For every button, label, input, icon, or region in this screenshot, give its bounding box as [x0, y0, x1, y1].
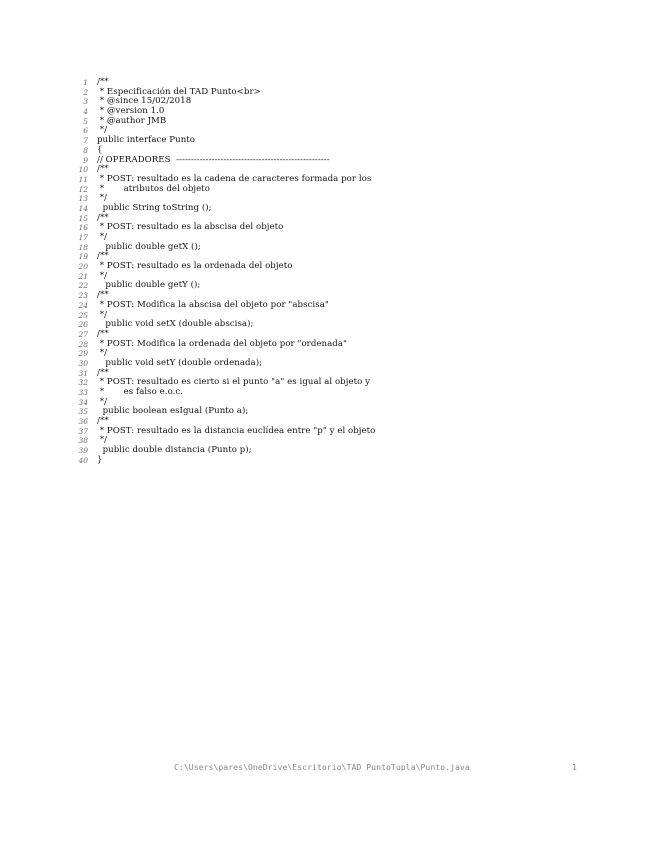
code-line [72, 156, 592, 166]
code-line [72, 117, 592, 127]
line-number: 29 [78, 349, 88, 359]
code-text: */ [97, 348, 108, 359]
line-number: 34 [78, 397, 88, 407]
code-text: public boolean esIgual (Punto a); [97, 406, 249, 417]
code-text: public double distancia (Punto p); [97, 445, 252, 456]
code-text: /** [97, 251, 109, 262]
line-number: 10 [78, 165, 88, 175]
line-number: 5 [83, 116, 88, 126]
line-number: 8 [83, 145, 88, 155]
line-number: 15 [78, 213, 88, 223]
line-number: 40 [78, 455, 88, 465]
code-line [72, 204, 592, 214]
line-number: 36 [78, 417, 88, 427]
code-line [72, 185, 592, 195]
line-number: 30 [78, 358, 88, 368]
code-text: public String toString (); [97, 202, 212, 213]
code-text: */ [97, 396, 108, 407]
line-number: 33 [78, 388, 88, 397]
code-line [72, 456, 592, 466]
code-text: * POST: Modifica la abscisa del objeto por "abscisa" [97, 299, 329, 310]
code-text: * atributos del objeto [97, 183, 210, 194]
line-number: 32 [78, 378, 88, 388]
line-number: 26 [78, 320, 88, 330]
code-text: public void setX (double abscisa); [97, 319, 254, 330]
code-text: /** [97, 328, 109, 339]
line-number: 6 [83, 126, 88, 136]
line-number: 22 [78, 281, 88, 291]
code-text: public double getX (); [97, 241, 201, 252]
code-text: } [97, 454, 103, 465]
code-line [72, 262, 592, 272]
line-number: 3 [83, 97, 88, 107]
code-text: * @version 1.0 [97, 106, 165, 117]
line-number: 14 [78, 203, 88, 213]
line-number: 13 [78, 194, 88, 204]
code-text: public void setY (double ordenada); [97, 357, 263, 368]
line-number: 23 [78, 291, 88, 301]
source-code-listing [72, 78, 592, 466]
footer-page-number: 1 [572, 762, 577, 772]
code-text: * POST: resultado es la abscisa del objeto [97, 222, 284, 233]
code-text: /** [97, 367, 109, 378]
code-text: * POST: resultado es la cadena de caracteres formada por los [97, 173, 372, 184]
line-number: 25 [78, 310, 88, 320]
code-text: /** [97, 77, 109, 87]
line-number: 35 [78, 407, 88, 417]
footer-file-path: C:\Users\pares\OneDrive\Escritorio\TAD PuntoTupla\Punto.java [174, 762, 470, 772]
line-number: 38 [78, 436, 88, 446]
code-line [72, 136, 592, 146]
code-text: * POST: resultado es la ordenada del objeto [97, 261, 293, 272]
code-text: /** [97, 290, 109, 301]
code-line [72, 446, 592, 456]
code-text: public interface Punto [97, 135, 196, 146]
code-text: */ [97, 232, 108, 242]
code-line [72, 223, 592, 233]
code-line [72, 388, 592, 398]
line-number: 17 [78, 233, 88, 242]
code-line [72, 301, 592, 311]
code-text: // OPERADORES ---------------------------------------------------- [97, 154, 330, 165]
code-text: */ [97, 125, 108, 136]
code-text: * es falso e.o.c. [97, 387, 184, 397]
line-number: 39 [78, 446, 88, 456]
code-line [72, 281, 592, 291]
code-text: { [97, 144, 103, 155]
line-number: 4 [83, 107, 88, 117]
line-number: 2 [83, 87, 88, 97]
code-line [72, 427, 592, 437]
line-number: 21 [78, 271, 88, 281]
code-text: * @since 15/02/2018 [97, 96, 192, 107]
line-number: 12 [78, 184, 88, 194]
code-line [72, 359, 592, 369]
code-line [72, 320, 592, 330]
code-text: */ [97, 270, 108, 281]
code-line [72, 340, 592, 350]
line-number: 28 [78, 339, 88, 349]
code-text: * POST: Modifica la ordenada del objeto por "ordenada" [97, 338, 348, 349]
line-number: 20 [78, 262, 88, 272]
code-text: /** [97, 416, 109, 427]
code-text: * POST: resultado es la distancia euclídea entre "p" y el objeto [97, 425, 376, 436]
code-text: * Especificación del TAD Punto<br> [97, 86, 261, 97]
code-text: * POST: resultado es cierto si el punto "a" es igual al objeto y [97, 377, 370, 388]
line-number: 27 [78, 329, 88, 339]
line-number: 19 [78, 252, 88, 262]
line-number: 24 [78, 300, 88, 310]
code-line [72, 243, 592, 253]
code-line [72, 407, 592, 417]
code-text: */ [97, 435, 108, 446]
code-text: public double getY (); [97, 280, 201, 291]
line-number: 1 [83, 78, 88, 87]
code-text: /** [97, 212, 109, 223]
line-number: 37 [78, 426, 88, 436]
line-number: 9 [83, 155, 88, 165]
line-number: 7 [83, 136, 88, 146]
code-text: */ [97, 309, 108, 320]
line-number: 11 [78, 174, 88, 184]
code-text: * @author JMB [97, 115, 167, 126]
code-text: */ [97, 193, 108, 204]
line-number: 18 [78, 242, 88, 252]
line-number: 16 [78, 223, 88, 233]
code-text: /** [97, 164, 109, 175]
line-number: 31 [78, 368, 88, 378]
